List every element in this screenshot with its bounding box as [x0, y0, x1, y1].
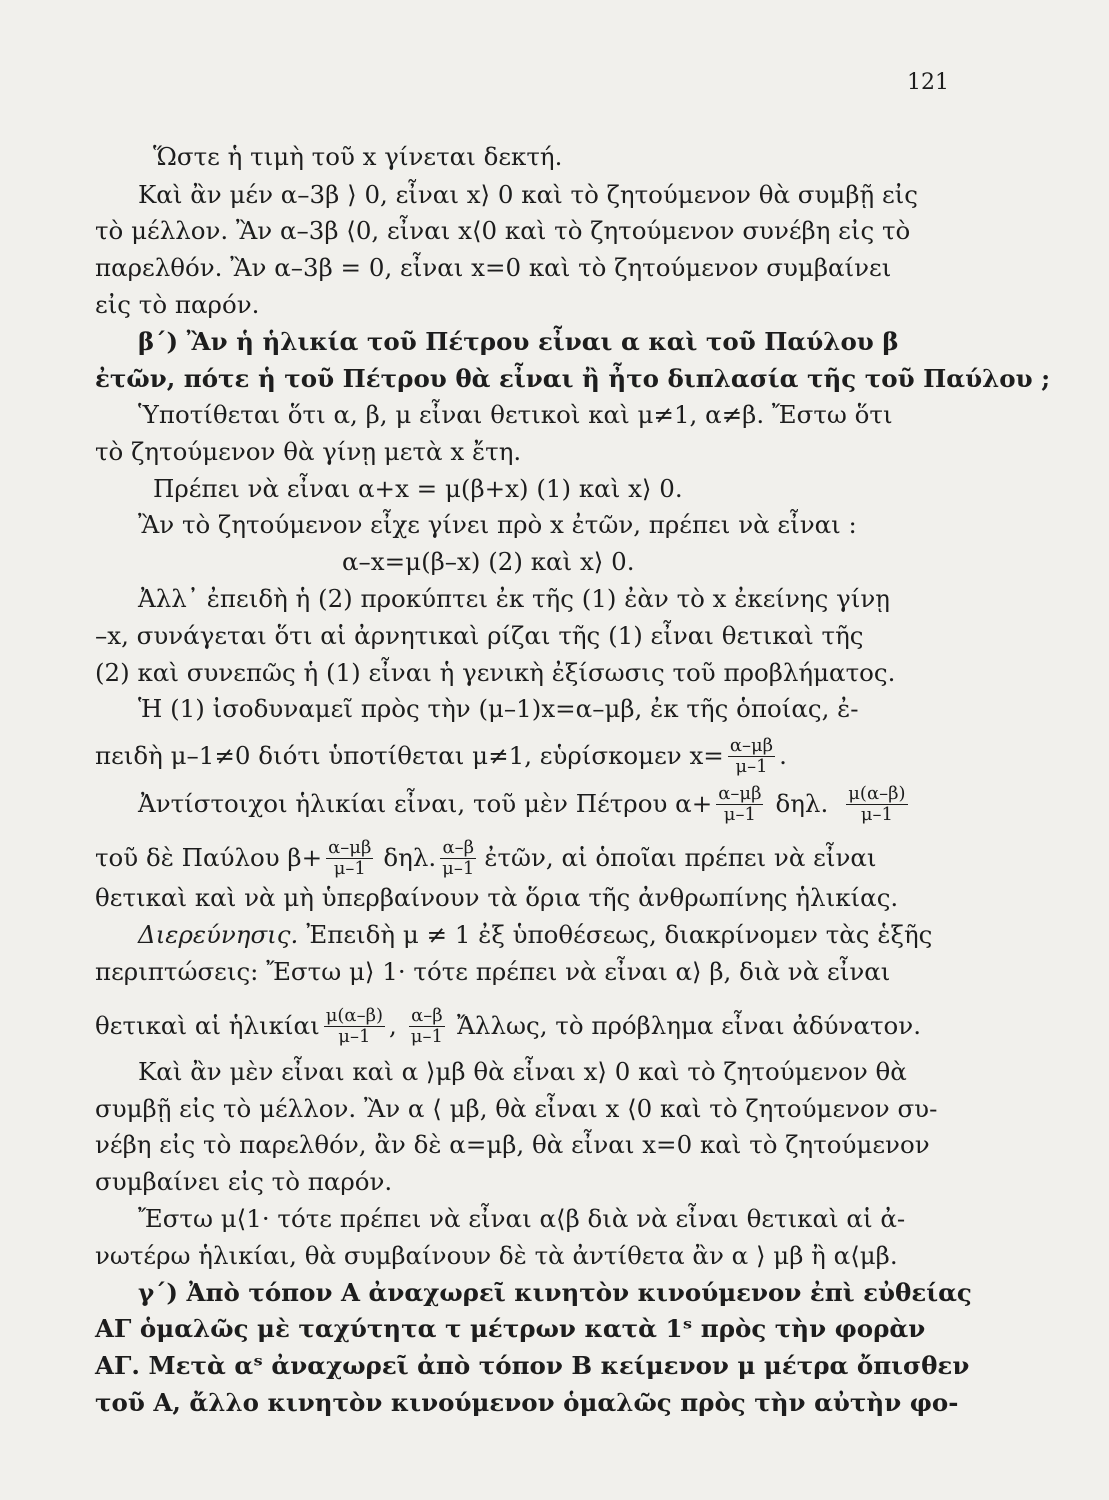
text-fragment: δηλ.	[775, 789, 829, 819]
fraction	[326, 838, 373, 879]
denominator: μ–1	[735, 755, 768, 777]
text-line: τὸ ζητούμενον θὰ γίνῃ μετὰ x ἔτη.	[95, 437, 522, 466]
text-line: Ἔστω μ⟨1· τότε πρέπει νὰ εἶναι α⟨β διὰ νὰ εἶναι θετικαὶ αἱ ἀ-	[138, 1204, 906, 1233]
text-line	[95, 920, 957, 949]
text-line: Ὑποτίθεται ὅτι α, β, μ εἶναι θετικοὶ καὶ μ≠1, α≠β. Ἔστω ὅτι	[138, 400, 893, 429]
denominator: μ–1	[410, 1025, 443, 1047]
text-line: Καὶ ἂν μὲν εἶναι καὶ α ⟩μβ θὰ εἶναι x⟩ 0 καὶ τὸ ζητούμενον θὰ	[138, 1057, 907, 1086]
numerator: α–β	[411, 1005, 443, 1026]
fraction	[728, 736, 775, 777]
denominator: μ–1	[860, 803, 893, 825]
numerator: α–β	[442, 837, 475, 858]
text-line: νωτέρω ἡλικίαι, θὰ συμβαίνουν δὲ τὰ ἀντίθετα ἂν α ⟩ μβ ἢ α⟨μβ.	[95, 1241, 898, 1270]
text-fragment: πειδὴ μ–1≠0 διότι ὑποτίθεται μ≠1, εὑρίσκομεν x=	[95, 741, 724, 771]
text-line: εἰς τὸ παρόν.	[95, 290, 260, 319]
text-line: θετικαὶ καὶ νὰ μὴ ὑπερβαίνουν τὰ ὅρια τῆς ἀνθρωπίνης ἡλικίας.	[95, 883, 899, 912]
denominator: μ–1	[723, 803, 756, 825]
numerator: μ(α–β)	[325, 1005, 383, 1026]
denominator: μ–1	[442, 857, 475, 879]
text-line	[95, 784, 957, 825]
numerator: α–μβ	[729, 735, 774, 756]
fraction	[409, 1006, 445, 1047]
text-line: συμβῇ εἰς τὸ μέλλον. Ἂν α ⟨ μβ, θὰ εἶναι x ⟨0 καὶ τὸ ζητούμενον συ-	[95, 1094, 938, 1123]
text-line	[95, 736, 957, 777]
text-line: παρελθόν. Ἂν α–3β = 0, εἶναι x=0 καὶ τὸ ζητούμενον συμβαίνει	[95, 253, 892, 282]
fraction	[846, 784, 907, 825]
text-line: Ὥστε ἡ τιμὴ τοῦ x γίνεται δεκτή.	[153, 142, 563, 171]
text-fragment: Διερεύνησις.	[138, 920, 299, 949]
text-fragment: ἐτῶν, αἱ ὁποῖαι πρέπει νὰ εἶναι	[484, 843, 877, 873]
text-line: νέβη εἰς τὸ παρελθόν, ἂν δὲ α=μβ, θὰ εἶναι x=0 καὶ τὸ ζητούμενον	[95, 1130, 930, 1159]
text-line: –x, συνάγεται ὅτι αἱ ἀρνητικαὶ ρίζαι τῆς (1) εἶναι θετικαὶ τῆς	[95, 621, 864, 650]
fraction	[440, 838, 476, 879]
text-fragment: Ἄλλως, τὸ πρόβλημα εἶναι ἀδύνατον.	[456, 1011, 921, 1041]
section-heading: γ΄) Ἀπὸ τόπον Α ἀναχωρεῖ κινητὸν κινούμενον ἐπὶ εὐθείας	[138, 1278, 972, 1307]
text-line: Ἀλλ᾽ ἐπειδὴ ἡ (2) προκύπτει ἐκ τῆς (1) ἐὰν τὸ x ἐκείνης γίνῃ	[138, 584, 890, 613]
section-heading: ἐτῶν, πότε ἡ τοῦ Πέτρου θὰ εἶναι ἢ ἦτο διπλασία τῆς τοῦ Παύλου ;	[95, 364, 1051, 393]
text-line: περιπτώσεις: Ἔστω μ⟩ 1· τότε πρέπει νὰ εἶναι α⟩ β, διὰ νὰ εἶναι	[95, 957, 891, 986]
numerator: α–μβ	[328, 837, 372, 858]
text-fragment: Ἀντίστοιχοι ἡλικίαι εἶναι, τοῦ μὲν Πέτρου α+	[138, 789, 713, 819]
text-fragment: θετικαὶ αἱ ἡλικίαι	[95, 1011, 320, 1041]
fraction	[324, 1006, 385, 1047]
page-number: 121	[907, 70, 949, 95]
numerator: α–μβ	[718, 783, 762, 804]
text-fragment: δηλ.	[383, 843, 437, 873]
text-fragment: Ἐπειδὴ μ ≠ 1 ἐξ ὑποθέσεως, διακρίνομεν τὰς ἑξῆς	[306, 920, 933, 949]
section-heading: ΑΓ. Μετὰ αˢ ἀναχωρεῖ ἀπὸ τόπον Β κείμενον μ μέτρα ὄπισθεν	[95, 1351, 970, 1380]
text-line: συμβαίνει εἰς τὸ παρόν.	[95, 1167, 393, 1196]
denominator: μ–1	[333, 857, 366, 879]
equation-line: Πρέπει νὰ εἶναι α+x = μ(β+x) (1) καὶ x⟩ 0.	[153, 474, 683, 503]
text-line	[95, 838, 957, 879]
text-line: Ἡ (1) ἰσοδυναμεῖ πρὸς τὴν (μ–1)x=α–μβ, ἐκ τῆς ὁποίας, ἐ-	[138, 694, 859, 723]
text-line: (2) καὶ συνεπῶς ἡ (1) εἶναι ἡ γενικὴ ἐξίσωσις τοῦ προβλήματος.	[95, 658, 896, 687]
period: .	[779, 741, 787, 771]
equation-line: α–x=μ(β–x) (2) καὶ x⟩ 0.	[342, 547, 635, 576]
comma: ,	[389, 1011, 397, 1041]
section-heading: β΄) Ἂν ἡ ἡλικία τοῦ Πέτρου εἶναι α καὶ τοῦ Παύλου β	[138, 327, 899, 356]
fraction	[716, 784, 763, 825]
text-line: Ἂν τὸ ζητούμενον εἶχε γίνει πρὸ x ἐτῶν, πρέπει νὰ εἶναι :	[138, 510, 857, 539]
denominator: μ–1	[338, 1025, 371, 1047]
text-line: Καὶ ἂν μέν α–3β ⟩ 0, εἶναι x⟩ 0 καὶ τὸ ζητούμενον θὰ συμβῇ εἰς	[138, 180, 918, 209]
numerator: μ(α–β)	[848, 783, 906, 804]
section-heading: τοῦ Α, ἄλλο κινητὸν κινούμενον ὁμαλῶς πρὸς τὴν αὐτὴν φο-	[95, 1388, 959, 1417]
text-line: τὸ μέλλον. Ἂν α–3β ⟨0, εἶναι x⟨0 καὶ τὸ ζητούμενον συνέβη εἰς τὸ	[95, 216, 911, 245]
text-fragment: τοῦ δὲ Παύλου β+	[95, 843, 323, 873]
text-line	[95, 1006, 957, 1047]
section-heading: ΑΓ ὁμαλῶς μὲ ταχύτητα τ μέτρων κατὰ 1ˢ πρὸς τὴν φορὰν	[95, 1314, 926, 1343]
